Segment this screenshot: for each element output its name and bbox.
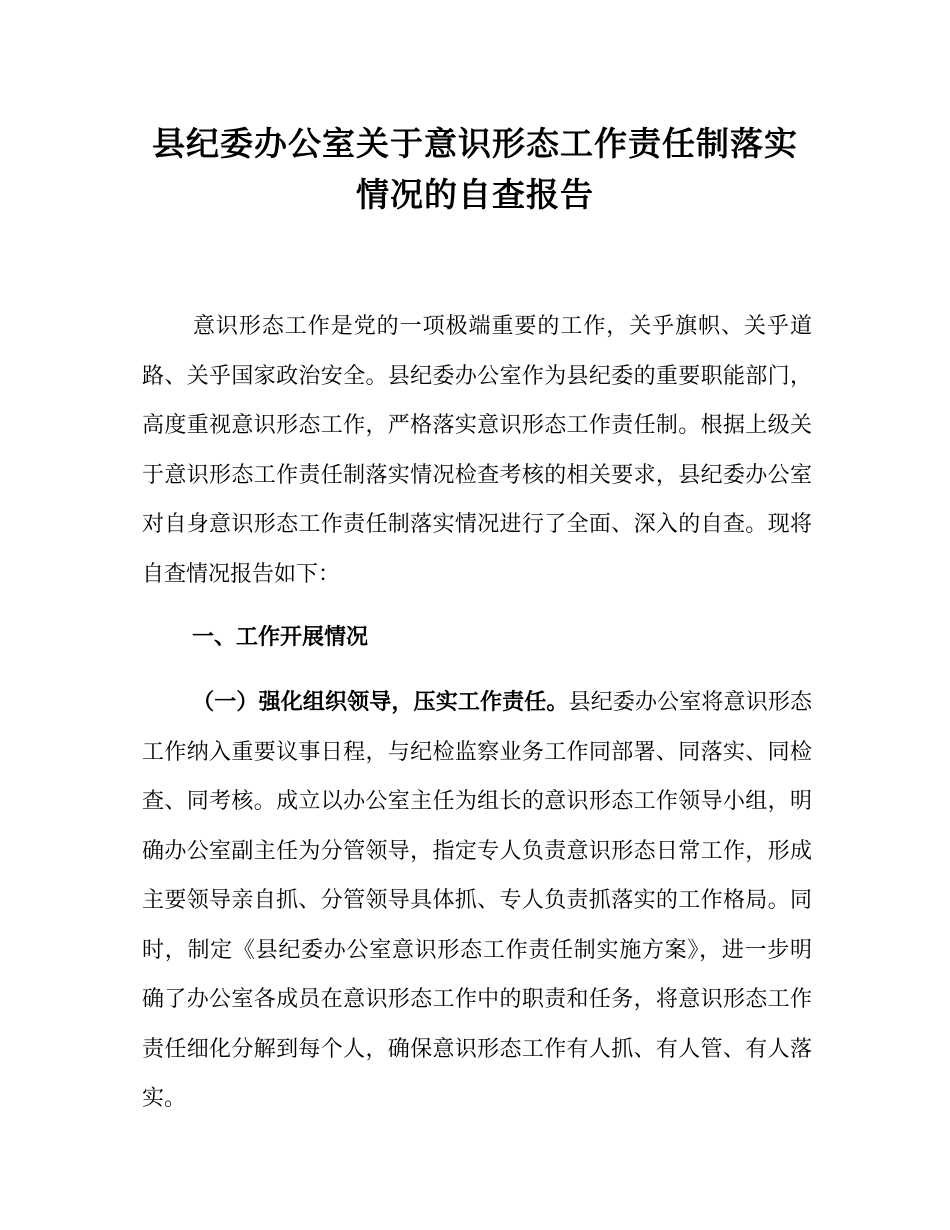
subsection-1-paragraph bbox=[142, 678, 812, 1124]
section-1-heading: 一、工作开展情况 bbox=[192, 625, 369, 650]
document-title-line-2: 情况的自查报告 bbox=[356, 175, 594, 214]
intro-paragraph-text: 意识形态工作是党的一项极端重要的工作，关乎旗帜、关乎道路、关乎国家政治安全。县纪委办公室作为县纪委的重要职能部门，高度重视意识形态工作，严格落实意识形态工作责任制。根据上级关于意识形态工作责任制落实情况检查考核的相关要求，县纪委办公室对自身意识形态工作责任制落实情况进行了全面、深入的自查。现将自查情况报告如下： bbox=[142, 314, 812, 587]
subsection-1-lead: （一）强化组织领导，压实工作责任。 bbox=[192, 690, 569, 715]
subsection-1-body: 县纪委办公室将意识形态工作纳入重要议事日程，与纪检监察业务工作同部署、同落实、同检查、同考核。成立以办公室主任为组长的意识形态工作领导小组，明确办公室副主任为分管领导，指定专人负责意识形态日常工作，形成主要领导亲自抓、分管领导具体抓、专人负责抓落实的工作格局。同时，制定《县纪委办公室意识形态工作责任制实施方案》，进一步明确了办公室各成员在意识形态工作中的职责和任务，将意识形态工作责任细化分解到每个人，确保意识形态工作有人抓、有人管、有人落实。 bbox=[142, 690, 812, 1111]
document-title-line-1: 县纪委办公室关于意识形态工作责任制落实 bbox=[152, 124, 798, 163]
intro-paragraph bbox=[142, 302, 812, 599]
